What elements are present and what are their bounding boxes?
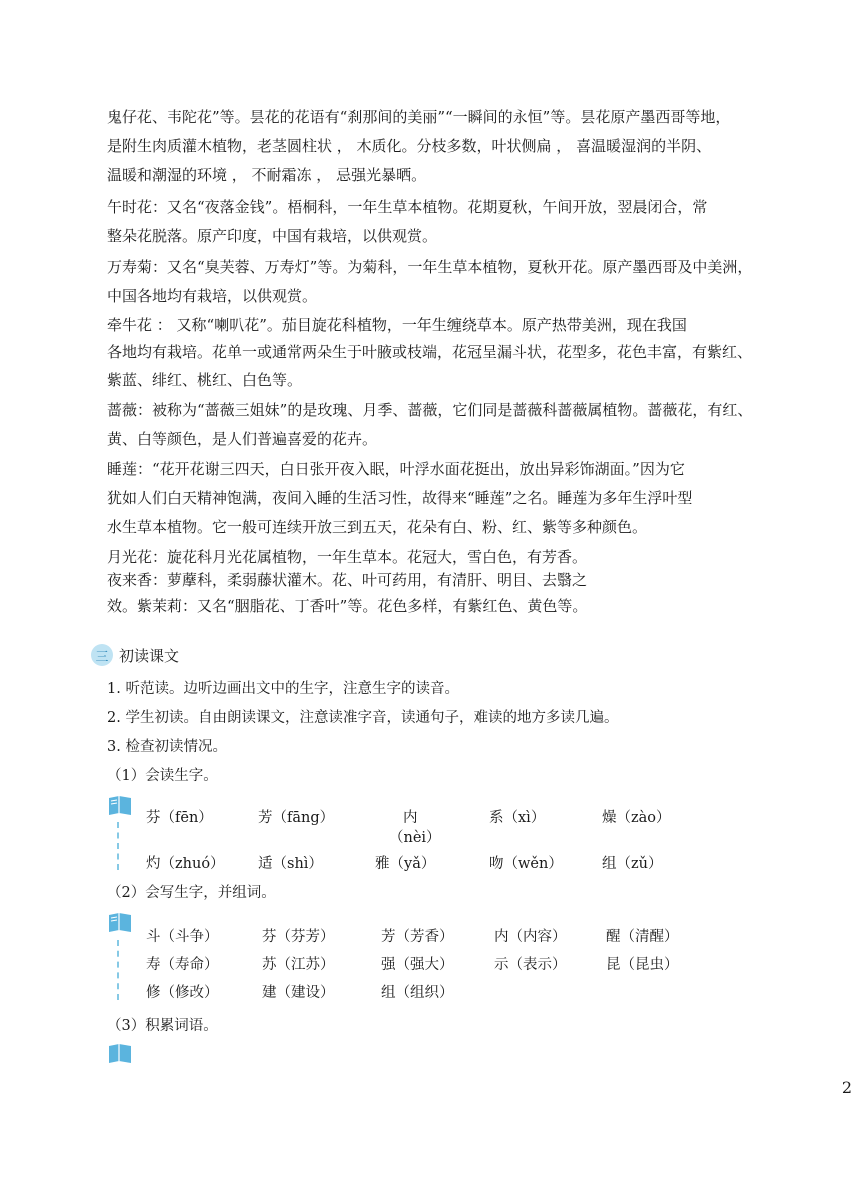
text-line: 紫蓝、绯红、桃红、白色等。 [107,371,303,389]
pinyin-item: 适（shì） [258,856,323,872]
pinyin-item: 燥（zào） [602,810,671,826]
word-item: 组（组织） [381,985,454,1001]
text-line: 午时花：又名“夜落金钱”。梧桐科，一年生草本植物。花期夏秋，午间开放，翌晨闭合，常 [107,198,708,216]
pinyin-item: 芳（fāng） [258,810,335,826]
text-line: 水生草本植物。它一般可连续开放三到五天，花朵有白、粉、红、紫等多种颜色。 [107,518,648,536]
text-line: 各地均有栽培。花单一或通常两朵生于叶腋或枝端，花冠呈漏斗状，花型多，花色丰富，有紫红、 [107,343,753,361]
text-line: 牵牛花 ： 又称“喇叭花”。茄目旋花科植物，一年生缠绕草本。原产热带美洲，现在我国 [107,316,687,334]
section-heading [91,643,179,667]
text-line: 蔷薇：被称为“蔷薇三姐妹”的是玫瑰、月季、蔷薇，它们同是蔷薇科蔷薇属植物。蔷薇花，有红、 [107,401,753,419]
word-item: 修（修改） [146,985,219,1001]
word-item: 强（强大） [381,957,454,973]
pinyin-item: 芬（fēn） [146,810,213,826]
page-number: 2 [841,1078,852,1097]
pinyin-item: 内 [403,810,418,826]
sub-heading: （3）积累词语。 [107,1018,218,1034]
word-item: 醒（清醒） [606,929,679,945]
pinyin-item: 雅（yǎ） [375,856,436,872]
text-line: 整朵花脱落。原产印度，中国有栽培，以供观赏。 [107,227,438,245]
practice-book-icon [107,912,133,934]
dashed-guide [117,940,119,1000]
dashed-guide [117,822,119,870]
word-item: 内（内容） [494,929,567,945]
text-line: 万寿菊：又名“臭芙蓉、万寿灯”等。为菊科，一年生草本植物，夏秋开花。原产墨西哥及中美洲， [107,258,753,276]
text-line: 中国各地均有栽培，以供观赏。 [107,287,318,305]
step-item: 2. 学生初读。自由朗读课文，注意读准字音，读通句子，难读的地方多读几遍。 [107,710,619,726]
word-item: 苏（江苏） [262,957,335,973]
pinyin-item: 组（zǔ） [602,856,663,872]
step-item: 1. 听范读。边听边画出文中的生字，注意生字的读音。 [107,681,459,697]
text-line: 效。紫茉莉：又名“胭脂花、丁香叶”等。花色多样，有紫红色、黄色等。 [107,597,588,615]
sub-heading: （2）会写生字，并组词。 [107,885,276,901]
practice-book-icon [107,1043,133,1065]
step-item: 3. 检查初读情况。 [107,739,227,755]
word-item: 寿（寿命） [146,957,219,973]
text-line: 睡莲：“花开花谢三四天，白日张开夜入眠，叶浮水面花挺出，放出异彩饰湖面。”因为它 [107,460,685,478]
text-line: 温暖和潮湿的环境 ， 不耐霜冻 ， 忌强光暴晒。 [107,166,427,184]
pinyin-item: 系（xì） [489,810,546,826]
word-item: 芳（芳香） [381,929,454,945]
practice-book-icon [107,795,133,817]
section-number-badge: 三 [91,644,113,666]
word-item: 昆（昆虫） [606,957,679,973]
text-line: 夜来香：萝藦科，柔弱藤状灌木。花、叶可药用，有清肝、明目、去翳之 [107,571,588,589]
pinyin-item: 吻（wěn） [489,856,563,872]
pinyin-item: 灼（zhuó） [146,856,225,872]
pinyin-item-note: （nèi） [389,830,441,846]
word-item: 建（建设） [262,985,335,1001]
text-line: 月光花：旋花科月光花属植物，一年生草本。花冠大，雪白色，有芳香。 [107,548,588,566]
text-line: 犹如人们白天精神饱满，夜间入睡的生活习性，故得来“睡莲”之名。睡莲为多年生浮叶型 [107,489,693,507]
word-item: 斗（斗争） [146,929,219,945]
text-line: 黄、白等颜色，是人们普遍喜爱的花卉。 [107,430,378,448]
text-line: 是附生肉质灌木植物，老茎圆柱状 ， 木质化。分枝多数，叶状侧扁 ， 喜温暖湿润的半阴、 [107,137,712,155]
word-item: 示（表示） [494,957,567,973]
text-line: 鬼仔花、韦陀花”等。昙花的花语有“刹那间的美丽”“一瞬间的永恒”等。昙花原产墨西哥等地， [107,108,731,126]
section-title: 初读课文 [119,646,180,665]
sub-heading: （1）会读生字。 [107,768,218,784]
word-item: 芬（芬芳） [262,929,335,945]
